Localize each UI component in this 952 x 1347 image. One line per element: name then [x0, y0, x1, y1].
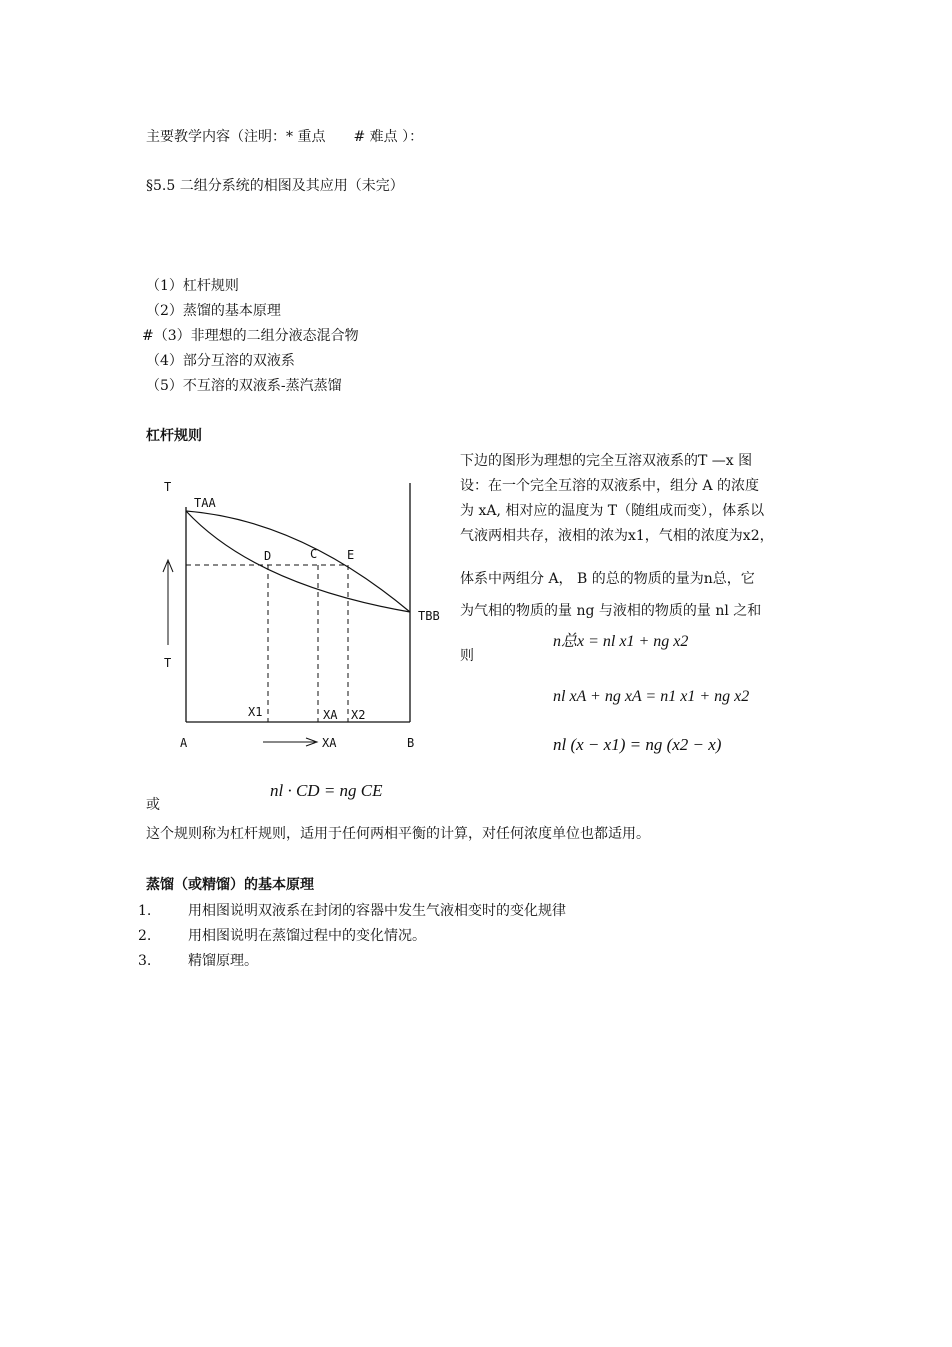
label-a: A [180, 736, 188, 750]
list-item: 用相图说明在蒸馏过程中的变化情况。 [188, 928, 426, 944]
vapor-curve [186, 511, 410, 612]
desc-line: 下边的图形为理想的完全互溶双液系的T —x 图 [460, 453, 753, 469]
then-label: 则 [460, 648, 474, 664]
label-t-mid: T [164, 656, 172, 670]
equation-1: n总x = nl x1 + ng x2 [553, 633, 689, 650]
main-content-note: 主要教学内容（注明：* 重点 # 难点 ）： [146, 129, 424, 145]
or-label: 或 [146, 797, 160, 813]
label-x2: X2 [351, 708, 366, 722]
label-tbb: TBB [418, 609, 440, 623]
desc-line: 体系中两组分 A， B 的总的物质的量为n总，它 [460, 571, 755, 587]
list-item-number: 1. [138, 903, 152, 919]
list-item: 用相图说明双液系在封闭的容器中发生气液相变时的变化规律 [188, 903, 566, 919]
toc-item: #（3）非理想的二组分液态混合物 [142, 328, 359, 344]
phase-diagram [150, 465, 450, 765]
liquid-curve [186, 511, 410, 612]
section-title: §5.5 二组分系统的相图及其应用（未完） [146, 178, 404, 194]
label-xa: XA [323, 708, 338, 722]
desc-line: 为气相的物质的量 ng 与液相的物质的量 nl 之和 [460, 603, 762, 619]
equation-4: nl · CD = ng CE [270, 781, 383, 800]
label-e: E [347, 548, 355, 562]
list-item-number: 3. [138, 953, 152, 969]
lever-rule-heading: 杠杆规则 [146, 428, 202, 444]
equation-3: nl (x − x1) = ng (x2 − x) [553, 735, 722, 754]
toc-item: （2）蒸馏的基本原理 [146, 303, 281, 319]
label-d: D [264, 549, 272, 563]
label-x1: X1 [248, 705, 263, 719]
desc-line: 为 xA, 相对应的温度为 T（随组成而变），体系以 [460, 503, 765, 519]
desc-line: 设：在一个完全互溶的双液系中，组分 A 的浓度 [460, 478, 760, 494]
lever-rule-conclusion: 这个规则称为杠杆规则，适用于任何两相平衡的计算，对任何浓度单位也都适用。 [146, 826, 650, 842]
toc-item: （5）不互溶的双液系-蒸汽蒸馏 [146, 378, 342, 394]
label-b: B [407, 736, 415, 750]
desc-line: 气液两相共存，液相的浓为x1，气相的浓度为x2， [460, 528, 774, 544]
equation-2: nl xA + ng xA = n1 x1 + ng x2 [553, 688, 750, 705]
toc-item: （1）杠杆规则 [146, 278, 239, 294]
label-taa: TAA [194, 496, 216, 510]
label-t-top: T [164, 480, 172, 494]
list-item-number: 2. [138, 928, 152, 944]
label-xa-axis: XA [322, 736, 337, 750]
list-item: 精馏原理。 [188, 953, 258, 969]
distillation-heading: 蒸馏（或精馏）的基本原理 [146, 877, 314, 893]
toc-item: （4）部分互溶的双液系 [146, 353, 295, 369]
label-c: C [310, 547, 318, 561]
